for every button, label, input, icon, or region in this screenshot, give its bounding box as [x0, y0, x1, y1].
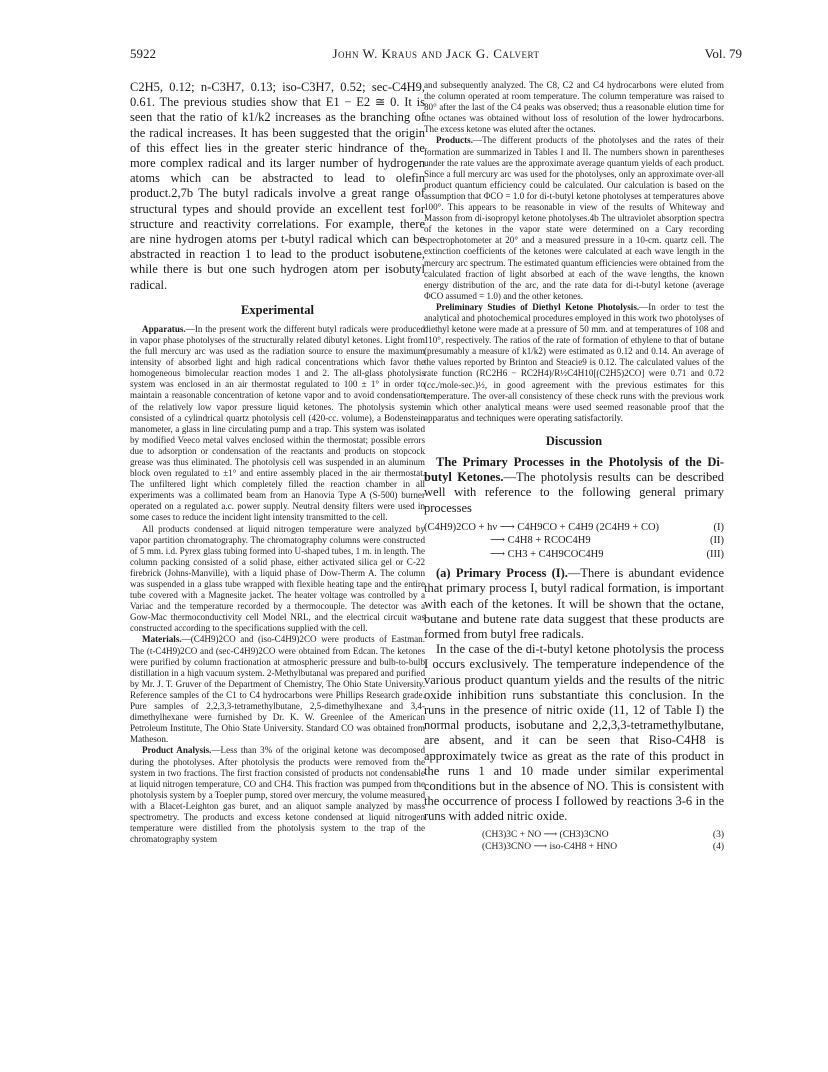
analysis-text: —Less than 3% of the original ketone was decomposed during the photolyses. After photolysis the products were removed from the system in two fractions. The first fraction consisted of products not condensable at liquid nitrogen temperature, CO and CH4. This fraction was pumped from the photolysis system by a Toepler pump, stored over mercury, the volume measured with a Blacet-Leighton gas buret, and an aliquot sample analyzed by mass spectrometry. The products and excess ketone condensed at liquid nitrogen temperature were distilled from the photolysis system to the trap of the chromatography system: [130, 745, 425, 845]
section-heading-experimental: Experimental: [241, 302, 314, 317]
products-paragraph: All products condensed at liquid nitrogen temperature were analyzed by vapor partition chromatography. The chromatography columns were constructed of 5 mm. i.d. Pyrex glass tubing formed into U-shaped tubes, 1 m. in length. The column packing consisted of a solid phase, either activated silica gel or C-22 firebrick (Johns-Manville), with a liquid phase of Dow-Therm A. The column was suspended in a glass tube wrapped with flexible heating tape and the entire tube covered with a Magnesite jacket. The heater voltage was controlled by a Variac and the temperature recorded by a thermocouple. The detector was a Gow-Mac thermoconductivity cell Model NRL, and the electrical circuit was constructed according to the specifications supplied with the cell.: [130, 523, 425, 634]
di-t-butyl-paragraph: In the case of the di-t-butyl ketone photolysis the process I occurs exclusively. The temperature independence of the various product quantum yields and the results of the nitric oxide inhibition runs substantiate this conclusion. In the runs in the presence of nitric oxide (11, 12 of Table I) the normal products, isobutane and 2,2,3,3-tetramethylbutane, are absent, and it can be seen that Riso-C4H8 is approximately twice as great as the rate of this product in the runs 1 and 10 made under similar experimental conditions but in the absence of NO. This is consistent with the occurrence of process I followed by reactions 3-6 in the runs with added nitric oxide.: [424, 642, 724, 824]
equation-3-text: ⟶ CH3 + C4H9COC4H9: [490, 548, 604, 560]
apparatus-title: Apparatus.: [142, 323, 186, 334]
page-number: 5922: [130, 46, 156, 61]
equation-1-number: (I): [713, 521, 724, 533]
equation-2: [424, 534, 724, 548]
equation-1: [424, 521, 724, 535]
analysis-paragraph: [130, 745, 425, 845]
products-results-text: —The different products of the photolyses and the rates of their formation are summarized in Tables I and II. The numbers shown in parentheses under the rate values are the approximate average quantum yields of each product. Since a full mercury arc was used for the photolyses, only an approximate over-all product quantum efficiency could be calculated. Our calculation is based on the assumption that ΦCO = 1.0 for di-t-butyl ketone photolyses at temperatures above 100°. This appears to be reasonable in view of the results of Whiteway and Masson from di-isopropyl ketone photolyses.4b The ultraviolet absorption spectra of the ketones in the vapor state were determined on a Cary recording spectrophotometer at 20° and a measured pressure in a 10-cm. quartz cell. The extinction coefficients of the ketones were calculated at each wave length in the mercury arc spectrum. The estimated quantum efficiencies were obtained from the calculated fraction of light absorbed at each of the wave lengths, the known energy distribution of the arc, and the rate data for di-t-butyl ketone (average ΦCO assumed = 1.0) and the other ketones.: [424, 135, 724, 301]
products-results-paragraph: [424, 135, 724, 301]
materials-title: Materials.: [142, 634, 182, 645]
continuation-paragraph: and subsequently analyzed. The C8, C2 and C4 hydrocarbons were eluted from the column operated at room temperature. The column temperature was raised to 80° after the last of the C4 peaks was observed; thus a reasonable elution time for the octanes was obtained without loss of resolution of the lower hydrocarbons. The excess ketone was eluted after the octanes.: [424, 80, 724, 135]
equation-3: [424, 548, 724, 562]
preliminary-text: —In order to test the analytical and photochemical procedures employed in this work two photolyses of diethyl ketone were made at a pressure of 50 mm. and at temperatures of 108 and 110°, respectively. The ratios of the rate of formation of ethylene to that of butane (presumably a measure of k1/k2) were estimated as 0.12 and 0.14. An average of the values reported by Brinton and Steacie9 is 0.12. The calculated values of the rate function (RC2H6 − RC2H4)/R½C4H10[(C2H5)2CO] were 0.71 and 0.72 (cc./mole-sec.)½, in good agreement with the previous estimates for this temperature. The over-all consistency of these check runs with the previous work in which other analytical means were used seemed reasonable proof that the apparatus and techniques were operating satisfactorily.: [424, 301, 724, 423]
equation-1-text: (C4H9)2CO + hν ⟶ C4H9CO + C4H9 (2C4H9 + CO): [424, 521, 660, 533]
left-column: [130, 80, 425, 845]
process-one-title: (a) Primary Process (I).: [436, 566, 568, 581]
reaction-4-text: (CH3)3CNO ⟶ iso-C4H8 + HNO: [482, 841, 618, 852]
reaction-4: [424, 841, 724, 853]
products-results-title: Products.: [436, 135, 473, 146]
primary-processes-title: The Primary Processes in the Photolysis of the Di-butyl Ketones.: [424, 454, 724, 485]
equation-2-text: ⟶ C4H8 + RCOC4H9: [490, 535, 591, 547]
page-header: [130, 46, 742, 66]
materials-paragraph: [130, 634, 425, 745]
process-one-text: —There is abundant evidence that primary process I, butyl radical formation, is important with each of the ketones. It will be shown that the octane, butane and butene rate data suggest that these products are formed from butyl free radicals.: [424, 566, 725, 642]
reaction-4-number: (4): [712, 841, 724, 852]
analysis-title: Product Analysis.: [142, 745, 212, 756]
running-authors: John W. Kraus and Jack G. Calvert: [332, 46, 540, 61]
reaction-3: [424, 829, 724, 841]
reaction-3-number: (3): [712, 829, 724, 840]
apparatus-paragraph: [130, 324, 425, 524]
intro-paragraph: C2H5, 0.12; n-C3H7, 0.13; iso-C3H7, 0.52; sec-C4H9, 0.61. The previous studies show that E1 − E2 ≅ 0. It is seen that the ratio of k1/k2 increases as the branching of the radical increases. It has been suggested that the origin of this effect lies in the greater steric hindrance of the more complex radical and its larger number of hydrogen atoms which can be abstracted to lead to olefin product.2,7b The butyl radicals involve a great range of structural types and should provide an excellent test for structure and reactivity correlations. For example, there are nine hydrogen atoms per t-butyl radical which can be abstracted in reaction 1 to lead to the product isobutene, while there is but one such hydrogen atom per isobutyl radical.: [130, 80, 425, 292]
equation-2-number: (II): [710, 535, 724, 547]
primary-processes-text: —The photolysis results can be described well with reference to the following general primary processes: [424, 470, 724, 515]
process-one-paragraph: [424, 566, 724, 642]
volume-label: Vol. 79: [704, 46, 742, 61]
preliminary-paragraph: [424, 302, 724, 424]
preliminary-title: Preliminary Studies of Diethyl Ketone Photolysis.: [436, 301, 640, 312]
reaction-3-text: (CH3)3C + NO ⟶ (CH3)3CNO: [482, 829, 609, 840]
materials-text: —(C4H9)2CO and (iso-C4H9)2CO were products of Eastman. The (t-C4H9)2CO and (sec-C4H9)2CO were obtained from Edcan. The ketones were purified by column fractionation at atmospheric pressure and bulb-to-bulb distillation in a high vacuum system. 2-Methylbutanal was prepared and purified by Mr. J. T. Gruver of the Department of Chemistry, The Ohio State University. Reference samples of the C1 to C4 hydrocarbons were Phillips Research grade. Pure samples of 2,2,3,3-tetramethylbutane, 2,5-dimethylhexane and 3,4-dimethylhexane were furnished by Dr. K. W. Greenlee of the American Petroleum Institute, The Ohio State University. Standard CO was obtained from Matheson.: [130, 634, 425, 745]
section-heading-discussion: Discussion: [545, 433, 603, 448]
right-column: [424, 80, 724, 853]
apparatus-text: —In the present work the different butyl radicals were produced in vapor phase photolyses of the structurally related dibutyl ketones. Light from the full mercury arc was used as the radiation source to ensure the maximum intensity of absorbed light and high radical concentrations which favor the homogeneous bimolecular reaction modes 1 and 2. The all-glass photolysis system was enclosed in an air thermostat regulated to 100 ± 1° in order to maintain a reasonable concentration of ketone vapor and to avoid condensation of the relatively low vapor pressure liquid ketones. The photolysis system consisted of a cylindrical quartz photolysis cell (420-cc. volume), a Bodenstein manometer, a glass in line circulating pump and a trap. This system was isolated by modified Veeco metal valves enclosed within the thermostat; possible errors due to adsorption or condensation of the reactants and products on stopcock grease was thus eliminated. The photolysis cell was suspended in an aluminum block oven regulated to ±1° and entire assembly placed in the air thermostat. The unfiltered light which completely filled the reaction chamber in all experiments was a collimated beam from an Hanovia Type A (S-500) burner operated on a regulated a.c. power supply. Neutral density filters were used in some cases to reduce the incident light intensity transmitted to the cell.: [130, 323, 425, 523]
primary-processes-paragraph: [424, 455, 724, 516]
equation-3-number: (III): [706, 548, 724, 560]
